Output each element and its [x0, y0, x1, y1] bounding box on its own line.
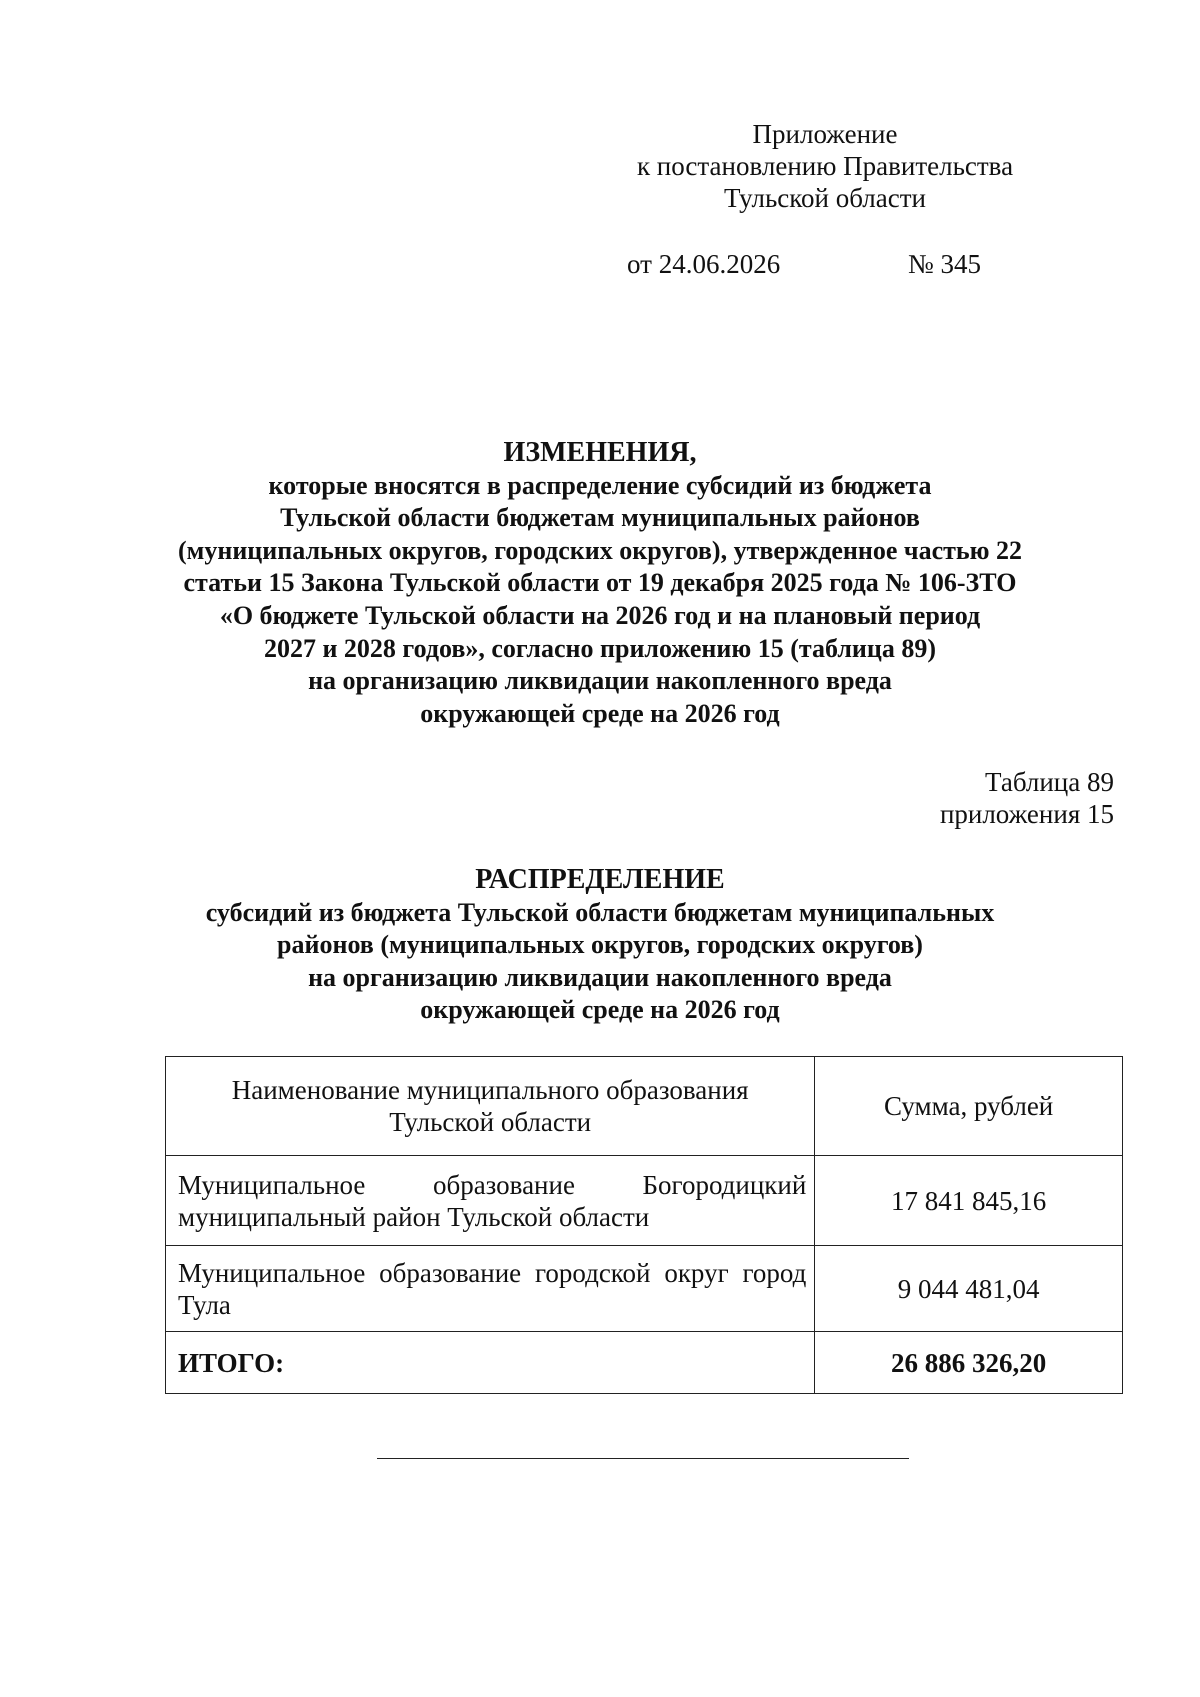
header-sum: Сумма, рублей — [815, 1057, 1123, 1156]
changes-heading-line: статьи 15 Закона Тульской области от 19 декабря 2025 года № 106-ЗТО — [183, 568, 1017, 598]
table-number: Таблица 89 — [985, 767, 1114, 797]
total-amount: 26 886 326,20 — [815, 1332, 1123, 1394]
changes-heading-line: которые вносятся в распределение субсидий из бюджета — [268, 470, 932, 500]
distribution-heading-line: районов (муниципальных округов, городских округов) — [277, 930, 923, 960]
table-reference — [940, 766, 1114, 830]
header-municipality-line: Наименование муниципального образования — [231, 1075, 749, 1105]
appendix-line: Тульской области — [724, 183, 926, 213]
changes-title: ИЗМЕНЕНИЯ, — [503, 437, 697, 468]
table-header-row — [166, 1057, 1123, 1156]
closing-rule — [377, 1458, 909, 1459]
changes-heading-line: «О бюджете Тульской области на 2026 год и на плановый период — [219, 600, 981, 630]
distribution-heading-line: окружающей среде на 2026 год — [420, 995, 780, 1025]
total-label: ИТОГО: — [166, 1332, 815, 1394]
table-row — [166, 1246, 1123, 1332]
appendix-line: к постановлению Правительства — [636, 151, 1014, 181]
changes-heading-line: на организацию ликвидации накопленного вреда — [308, 666, 892, 696]
distribution-heading-line: субсидий из бюджета Тульской области бюджетам муниципальных — [205, 897, 995, 927]
appendix-block — [600, 118, 1050, 214]
distribution-title: РАСПРЕДЕЛЕНИЕ — [475, 864, 725, 895]
changes-heading-line: Тульской области бюджетам муниципальных районов — [280, 503, 920, 533]
appendix-line: Приложение — [752, 119, 898, 149]
subsidy-amount: 9 044 481,04 — [815, 1246, 1123, 1332]
distribution-heading-line: на организацию ликвидации накопленного вреда — [308, 962, 892, 992]
header-municipality-line: Тульской области — [389, 1107, 592, 1137]
distribution-table — [165, 1056, 1123, 1394]
appendix-number: приложения 15 — [939, 799, 1114, 829]
resolution-date: от 24.06.2026 — [627, 249, 781, 279]
header-municipality — [166, 1057, 815, 1156]
resolution-number: № 345 — [908, 249, 982, 279]
municipality-name: Муниципальное образование городской округ город Тула — [166, 1246, 815, 1332]
changes-heading-line: окружающей среде на 2026 год — [420, 698, 780, 728]
changes-heading-line: (муниципальных округов, городских округов), утвержденное частью 22 — [177, 535, 1023, 565]
changes-heading-line: 2027 и 2028 годов», согласно приложению 15 (таблица 89) — [263, 633, 937, 663]
subsidy-amount: 17 841 845,16 — [815, 1156, 1123, 1246]
table-row — [166, 1156, 1123, 1246]
distribution-heading — [100, 864, 1100, 1027]
changes-heading — [100, 437, 1100, 730]
total-row — [166, 1332, 1123, 1394]
municipality-name: Муниципальное образование Богородицкий муниципальный район Тульской области — [166, 1156, 815, 1246]
